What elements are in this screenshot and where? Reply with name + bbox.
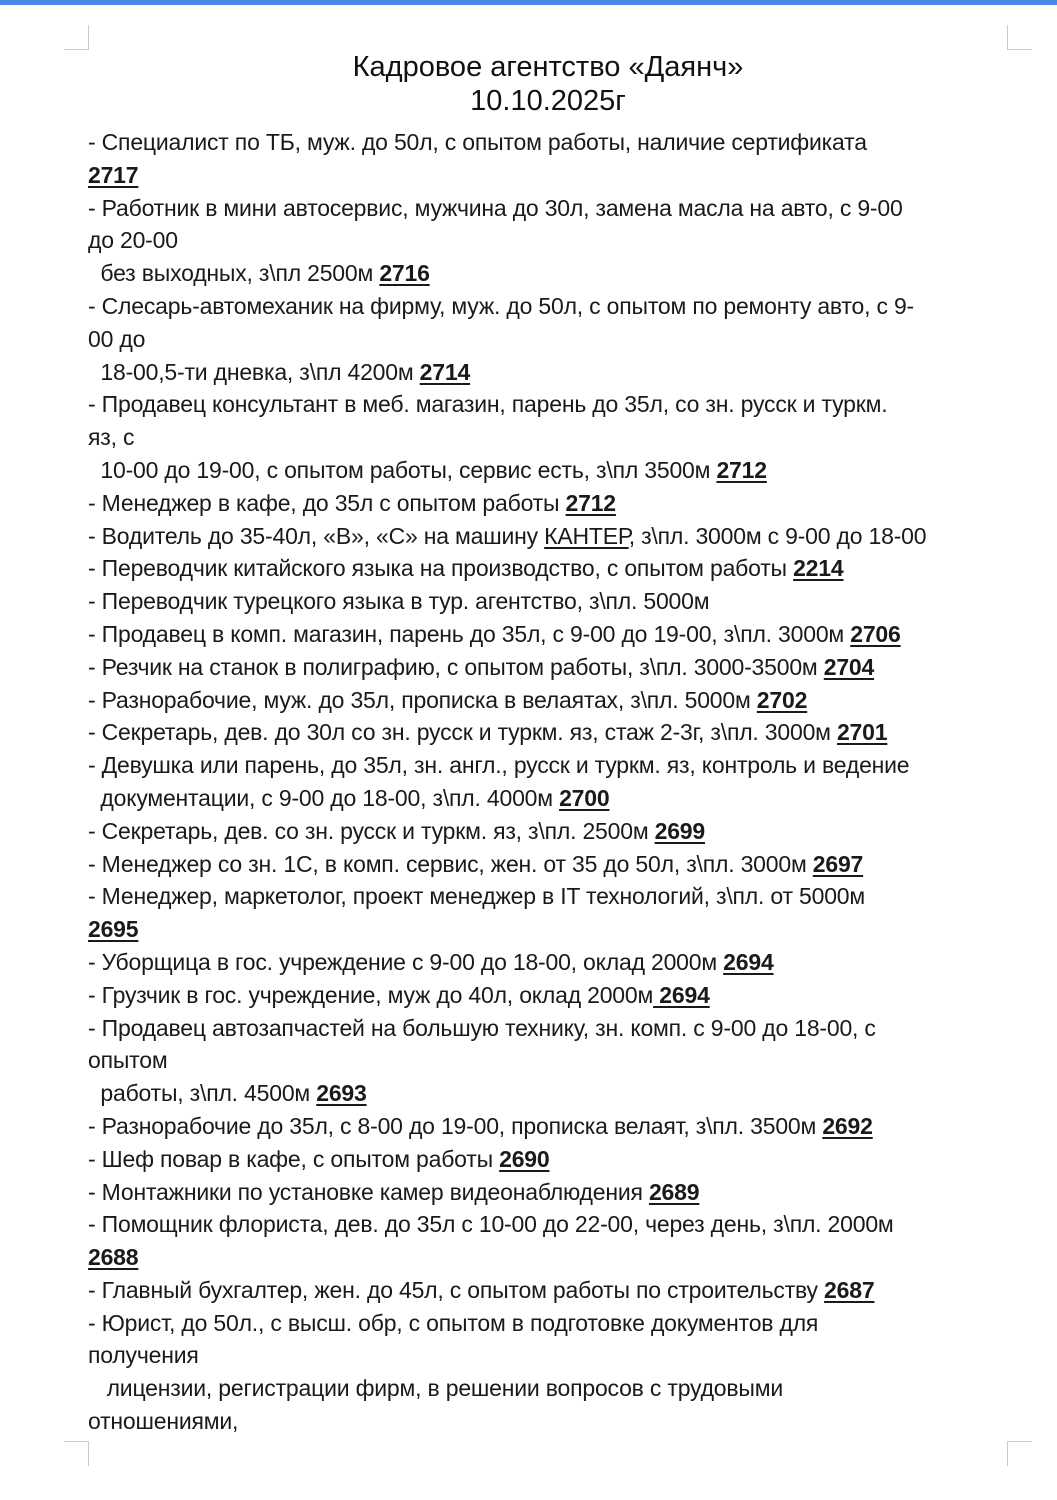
vacancy-text: , з\пл. 3000м с 9-00 до 18-00	[628, 522, 927, 549]
vacancy-line	[88, 1405, 1008, 1438]
vacancy-line	[88, 1208, 1008, 1241]
document-title: Кадровое агентство «Даянч»	[352, 51, 744, 83]
vacancy-text: - Водитель до 35-40л, «В», «С» на машину	[88, 522, 545, 549]
vacancy-line	[88, 848, 1008, 881]
vacancy-text: 18-00,5-ти дневка, з\пл 4200м	[88, 358, 420, 385]
vacancy-ref-number: 2688	[88, 1244, 139, 1271]
vacancy-ref-number: 2692	[822, 1112, 873, 1139]
vacancy-line	[88, 946, 1008, 979]
vacancy-line	[88, 1110, 1008, 1143]
vacancy-line	[88, 487, 1008, 520]
vacancy-line	[88, 552, 1008, 585]
vacancy-text: - Продавец автозапчастей на большую технику, зн. комп. с 9-00 до 18-00, с	[88, 1014, 876, 1041]
vacancy-text: яз, с	[88, 424, 135, 451]
vacancy-ref-number: 2712	[716, 456, 767, 483]
vacancy-line	[88, 651, 1008, 684]
vacancy-ref-number: 2702	[756, 686, 808, 713]
vacancy-text: - Переводчик турецкого языка в тур. агентство, з\пл. 5000м	[88, 588, 710, 615]
vacancy-text: - Секретарь, дев. со зн. русск и туркм. яз, з\пл. 2500м	[88, 817, 655, 844]
vacancy-line	[88, 454, 1008, 487]
vacancy-line	[88, 126, 1008, 159]
vacancy-ref-number: 2701	[836, 719, 888, 746]
vacancy-text: опытом	[88, 1047, 168, 1074]
vacancy-line	[88, 618, 1008, 651]
vacancy-text: - Разнорабочие до 35л, с 8-00 до 19-00, прописка велаят, з\пл. 3500м	[88, 1112, 823, 1139]
vacancy-text: отношениями,	[88, 1408, 239, 1435]
vacancy-line	[88, 1044, 1008, 1077]
vacancy-line	[88, 1274, 1008, 1307]
vacancy-text: лицензии, регистрации фирм, в решении вопросов с трудовыми	[88, 1375, 784, 1402]
document-header	[88, 50, 1008, 118]
vacancy-text: - Слесарь-автомеханик на фирму, муж. до 50л, с опытом по ремонту авто, с 9-	[88, 292, 915, 319]
vacancy-ref-number: 2690	[499, 1145, 550, 1172]
vacancy-text: - Менеджер со зн. 1С, в комп. сервис, жен. от 35 до 50л, з\пл. 3000м	[88, 850, 813, 877]
vacancy-ref-number: 2697	[812, 850, 864, 877]
vacancy-line	[88, 880, 1008, 913]
vacancy-text: до 20-00	[88, 227, 178, 254]
vacancy-ref-number: 2695	[88, 916, 139, 943]
vacancy-line	[88, 356, 1008, 389]
vacancy-text: - Грузчик в гос. учреждение, муж до 40л, оклад 2000м	[88, 981, 654, 1008]
vacancy-ref-number: 2716	[379, 260, 430, 287]
vacancy-line	[88, 520, 1008, 553]
vacancy-text: - Продавец в комп. магазин, парень до 35л, с 9-00 до 19-00, з\пл. 3000м	[88, 620, 851, 647]
vacancy-ref-number: 2706	[850, 620, 901, 647]
vacancy-text: 10-00 до 19-00, с опытом работы, сервис есть, з\пл 3500м	[88, 456, 717, 483]
vacancy-line	[88, 749, 1008, 782]
vacancy-text: - Уборщица в гос. учреждение с 9-00 до 18-00, оклад 2000м	[88, 948, 724, 975]
vacancy-text: - Менеджер, маркетолог, проект менеджер в IT технологий, з\пл. от 5000м	[88, 883, 865, 910]
vacancy-ref-number: 2694	[723, 948, 774, 975]
vacancy-line	[88, 684, 1008, 717]
vacancy-text: - Секретарь, дев. до 30л со зн. русск и туркм. яз, стаж 2-3г, з\пл. 3000м	[88, 719, 837, 746]
vacancy-line	[88, 290, 1008, 323]
vacancy-text: работы, з\пл. 4500м	[88, 1080, 317, 1107]
vacancy-text: 00 до	[88, 325, 146, 352]
vacancy-line	[88, 421, 1008, 454]
vacancy-line	[88, 1339, 1008, 1372]
vacancy-ref-number: 2699	[654, 817, 705, 844]
vacancy-line	[88, 192, 1008, 225]
vacancy-text: - Работник в мини автосервис, мужчина до 30л, замена масла на авто, с 9-00	[88, 194, 903, 221]
vacancy-line	[88, 323, 1008, 356]
vacancy-ref-number: 2717	[88, 161, 139, 188]
vacancy-line	[88, 1077, 1008, 1110]
page-corner-mark-bottom-right	[1007, 1441, 1032, 1466]
page-corner-mark-top-right	[1007, 25, 1032, 50]
document-page	[0, 5, 1057, 1500]
vacancy-text: - Продавец консультант в меб. магазин, парень до 35л, со зн. русск и туркм.	[88, 391, 888, 418]
vacancy-text: - Резчик на станок в полиграфию, с опытом работы, з\пл. 3000-3500м	[88, 653, 824, 680]
vacancy-ref-number: 2694	[653, 981, 710, 1008]
vacancy-ref-number: 2704	[823, 653, 875, 680]
vacancy-line	[88, 1176, 1008, 1209]
vacancy-text: - Монтажники по установке камер видеонаблюдения	[88, 1178, 649, 1205]
vacancy-line	[88, 224, 1008, 257]
page-corner-mark-bottom-left	[64, 1441, 89, 1466]
vacancy-text: - Разнорабочие, муж. до 35л, прописка в велаятах, з\пл. 5000м	[88, 686, 757, 713]
vacancy-line	[88, 913, 1008, 946]
vacancy-ref-number: 2687	[824, 1276, 875, 1303]
vacancy-line	[88, 1012, 1008, 1045]
vacancy-line	[88, 815, 1008, 848]
vacancy-ref-number: 2214	[793, 555, 844, 582]
vacancy-ref-number: 2714	[419, 358, 471, 385]
vacancy-ref-number: 2693	[316, 1080, 367, 1107]
vacancy-text: получения	[88, 1342, 199, 1369]
vacancy-text: без выходных, з\пл 2500м	[88, 260, 380, 287]
vacancy-line	[88, 159, 1008, 192]
vacancy-line	[88, 716, 1008, 749]
vacancy-text: - Юрист, до 50л., с высш. обр, с опытом в подготовке документов для	[88, 1309, 819, 1336]
vacancy-ref-number: 2712	[565, 489, 616, 516]
vacancy-line	[88, 782, 1008, 815]
vacancy-text: - Девушка или парень, до 35л, зн. англ., русск и туркм. яз, контроль и ведение	[88, 752, 910, 779]
vacancy-line	[88, 1241, 1008, 1274]
vacancy-text: - Менеджер в кафе, до 35л с опытом работы	[88, 489, 566, 516]
document-date: 10.10.2025г	[470, 85, 626, 117]
vacancy-text: документации, с 9-00 до 18-00, з\пл. 4000м	[88, 784, 560, 811]
vacancy-text: - Переводчик китайского языка на производство, с опытом работы	[88, 555, 794, 582]
vacancy-line	[88, 1143, 1008, 1176]
vacancy-line	[88, 257, 1008, 290]
vacancy-line	[88, 979, 1008, 1012]
page-corner-mark-top-left	[64, 25, 89, 50]
vacancy-text: - Главный бухгалтер, жен. до 45л, с опытом работы по строительству	[88, 1276, 825, 1303]
vacancy-line	[88, 1307, 1008, 1340]
underlined-text: КАНТЕР	[544, 522, 629, 549]
vacancy-list	[88, 126, 1008, 1438]
vacancy-text: - Шеф повар в кафе, с опытом работы	[88, 1145, 500, 1172]
vacancy-line	[88, 585, 1008, 618]
vacancy-ref-number: 2700	[559, 784, 610, 811]
vacancy-ref-number: 2689	[648, 1178, 700, 1205]
vacancy-text: - Помощник флориста, дев. до 35л с 10-00 до 22-00, через день, з\пл. 2000м	[88, 1211, 894, 1238]
vacancy-text: - Специалист по ТБ, муж. до 50л, с опытом работы, наличие сертификата	[88, 129, 867, 155]
vacancy-line	[88, 1372, 1008, 1405]
vacancy-line	[88, 388, 1008, 421]
